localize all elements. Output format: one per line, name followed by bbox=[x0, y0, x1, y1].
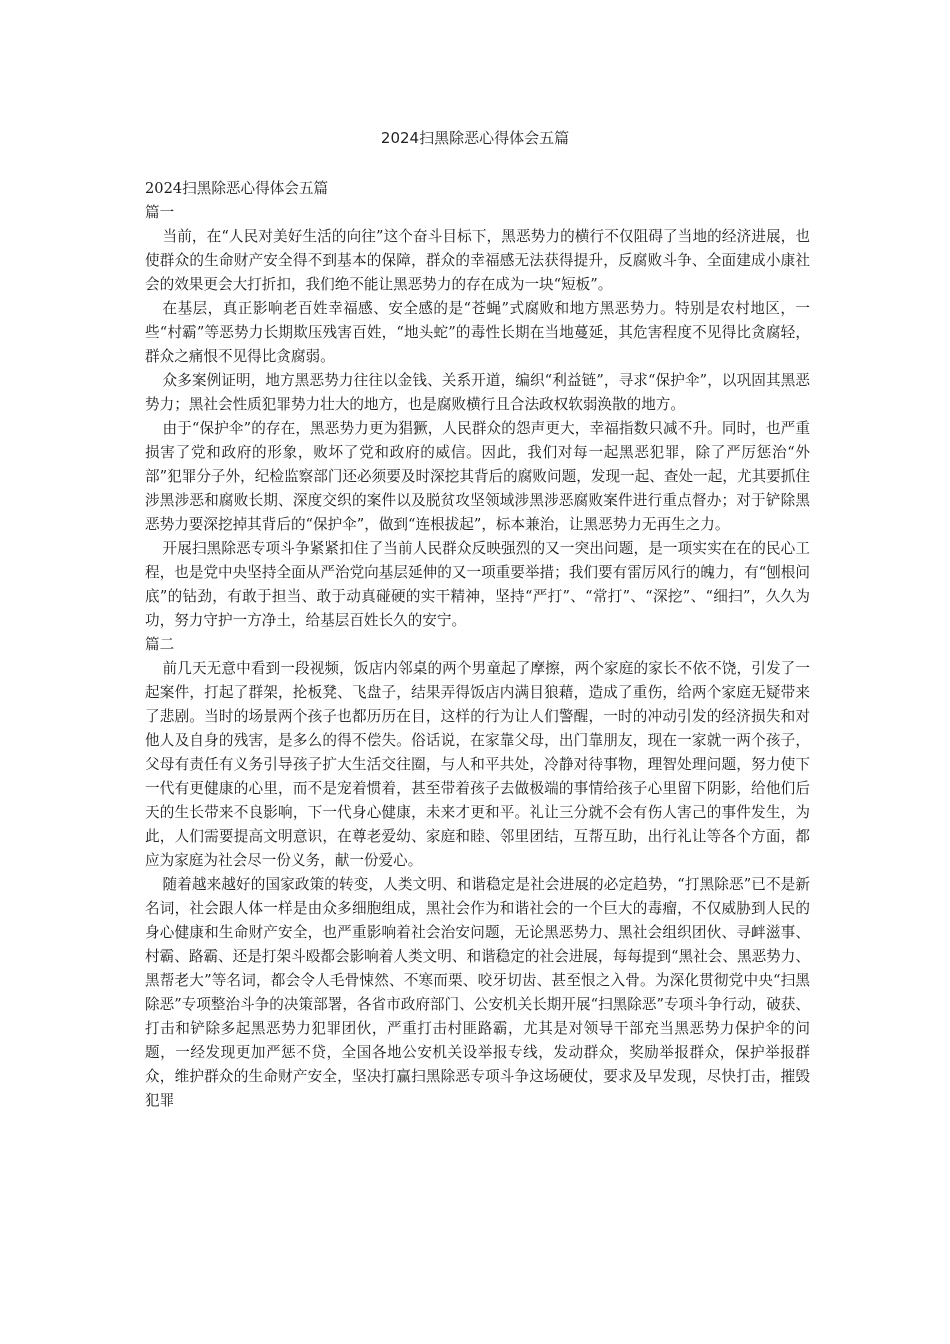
paragraph: 在基层，真正影响老百姓幸福感、安全感的是“苍蝇”式腐败和地方黑恶势力。特别是农村地区，一些“村霸”等恶势力长期欺压残害百姓，“地头蛇”的毒性长期在当地蔓延，其危害程度不见得比贪腐轻，群众之痛恨不见得比贪腐弱。 bbox=[145, 300, 810, 365]
section-label: 篇一 bbox=[145, 204, 175, 221]
paragraph: 当前，在“人民对美好生活的向往”这个奋斗目标下，黑恶势力的横行不仅阻碍了当地的经济进展，也使群众的生命财产安全得不到基本的保障，群众的幸福感无法获得提升，反腐败斗争、全面建成小康社会的效果更会大打折扣，我们绝不能让黑恶势力的存在成为一块“短板”。 bbox=[145, 228, 810, 293]
document-title: 2024扫黑除恶心得体会五篇 bbox=[380, 129, 570, 147]
paragraph: 前几天无意中看到一段视频，饭店内邻桌的两个男童起了摩擦，两个家庭的家长不依不饶，引发了一起案件，打起了群架，抡板凳、飞盘子，结果弄得饭店内满目狼藉，造成了重伤，给两个家庭无疑带来了悲剧。当时的场景两个孩子也都历历在目，这样的行为让人们警醒，一时的冲动引发的经济损失和对他人及自身的残害，是多么的得不偿失。俗话说，在家靠父母，出门靠朋友，现在一家就一两个孩子，父母有责任有义务引导孩子扩大生活交往圈，与人和平共处，冷静对待事物，理智处理问题，努力使下一代有更健康的心里，而不是宠着惯着，甚至带着孩子去做极端的事情给孩子心里留下阴影，给他们后天的生长带来不良影响，下一代身心健康，未来才更和平。礼让三分就不会有伤人害己的事件发生，为此，人们需要提高文明意识，在尊老爱幼、家庭和睦、邻里团结，互帮互助，出行礼让等各个方面，都应为家庭为社会尽一份义务，献一份爱心。 bbox=[145, 660, 810, 869]
paragraph: 众多案例证明，地方黑恶势力往往以金钱、关系开道，编织“利益链”，寻求“保护伞”，以巩固其黑恶势力；黑社会性质犯罪势力壮大的地方，也是腐败横行且合法政权软弱涣散的地方。 bbox=[145, 372, 810, 413]
document-subtitle: 2024扫黑除恶心得体会五篇 bbox=[145, 180, 329, 197]
document-body bbox=[145, 177, 810, 1113]
paragraph: 开展扫黑除恶专项斗争紧紧扣住了当前人民群众反映强烈的又一突出问题，是一项实实在在的民心工程，也是党中央坚持全面从严治党向基层延伸的又一项重要举措；我们要有雷厉风行的魄力，有“刨根问底”的钻劲，有敢于担当、敢于动真碰硬的实干精神，坚持“严打”、“常打”、“深挖”、“细扫”，久久为功，努力守护一方净土，给基层百姓长久的安宁。 bbox=[145, 540, 810, 629]
section-2 bbox=[145, 633, 810, 1113]
section-1 bbox=[145, 201, 810, 633]
section-label: 篇二 bbox=[145, 636, 175, 653]
paragraph: 随着越来越好的国家政策的转变，人类文明、和谐稳定是社会进展的必定趋势，“打黑除恶”已不是新名词，社会跟人体一样是由众多细胞组成，黑社会作为和谐社会的一个巨大的毒瘤，不仅威胁到人民的身心健康和生命财产安全，也严重影响着社会治安问题，无论黑恶势力、黑社会组织团伙、寻衅滋事、村霸、路霸、还是打架斗殴都会影响着人类文明、和谐稳定的社会进展，每每提到“黑社会、黑恶势力、黑帮老大”等名词，都会令人毛骨悚然、不寒而栗、咬牙切齿、甚至恨之入骨。为深化贯彻党中央“扫黑除恶”专项整治斗争的决策部署，各省市政府部门、公安机关长期开展“扫黑除恶”专项斗争行动，破获、打击和铲除多起黑恶势力犯罪团伙，严重打击村匪路霸，尤其是对领导干部充当黑恶势力保护伞的问题，一经发现更加严惩不贷，全国各地公安机关设举报专线，发动群众，奖励举报群众，保护举报群众，维护群众的生命财产安全，坚决打赢扫黑除恶专项斗争这场硬仗，要求及早发现，尽快打击，摧毁犯罪 bbox=[145, 876, 810, 1109]
paragraph: 由于“保护伞”的存在，黑恶势力更为猖獗，人民群众的怨声更大，幸福指数只减不升。同时，也严重损害了党和政府的形象，败坏了党和政府的威信。因此，我们对每一起黑恶犯罪，除了严厉惩治“外部”犯罪分子外，纪检监察部门还必须要及时深挖其背后的腐败问题，发现一起、查处一起，尤其要抓住涉黑涉恶和腐败长期、深度交织的案件以及脱贫攻坚领域涉黑涉恶腐败案件进行重点督办；对于铲除黑恶势力要深挖掉其背后的“保护伞”，做到“连根拔起”，标本兼治，让黑恶势力无再生之力。 bbox=[145, 420, 810, 533]
